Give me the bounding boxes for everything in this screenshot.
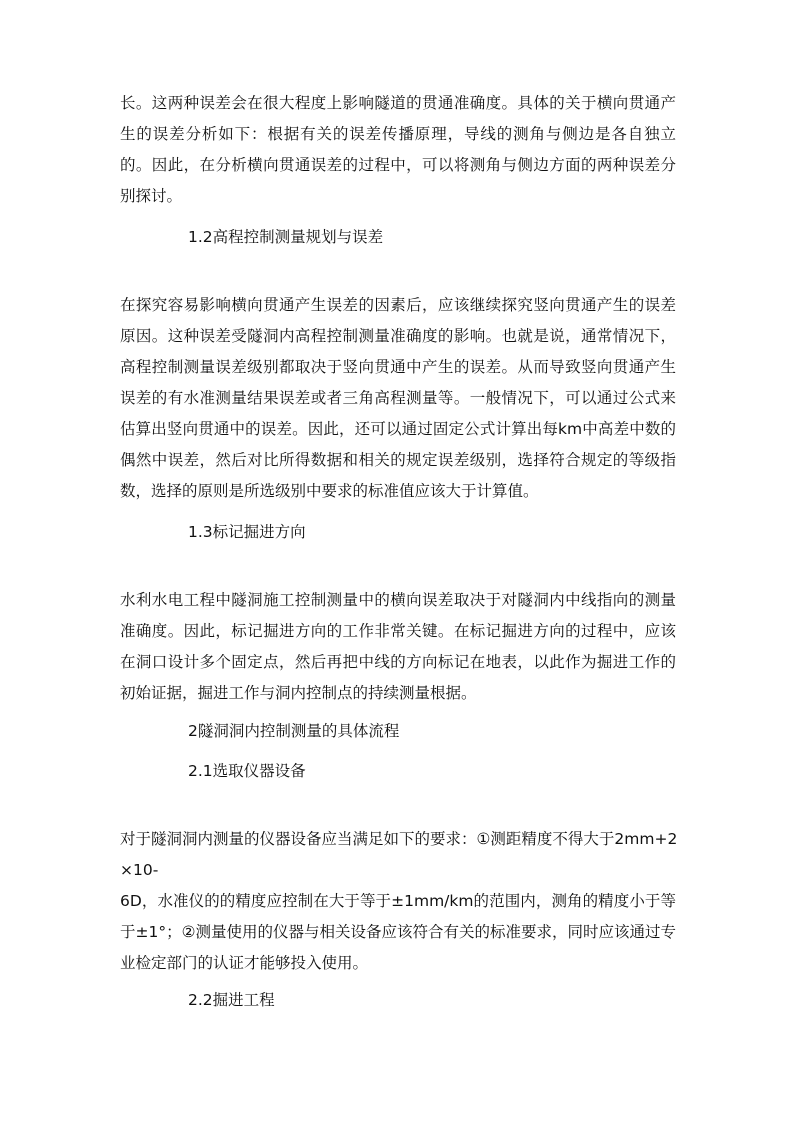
section-heading-1-3: 1.3标记掘进方向 xyxy=(188,523,306,541)
section-heading-2: 2隧洞洞内控制测量的具体流程 xyxy=(188,722,400,740)
section-heading-2-2: 2.2掘进工程 xyxy=(188,991,275,1009)
paragraph-instrument-line1: 对于隧洞洞内测量的仪器设备应当满足如下的要求：①测距精度不得大于2mm+2 xyxy=(120,830,678,848)
paragraph-tunneling-direction: 水利水电工程中隧洞施工控制测量中的横向误差取决于对隧洞内中线指向的测量准确度。因此，标记掘进方向的工作非常关键。在标记掘进方向的过程中，应该在洞口设计多个固定点，然后再把中线的方向标记在地表，以此作为掘进工作的初始证据，掘进工作与洞内控制点的持续测量根据。 xyxy=(120,591,676,702)
paragraph-vertical-error: 在探究容易影响横向贯通产生误差的因素后，应该继续探究竖向贯通产生的误差原因。这种误差受隧洞内高程控制测量准确度的影响。也就是说，通常情况下，高程控制测量误差级别都取决于竖向贯通中产生的误差。从而导致竖向贯通产生误差的有水准测量结果误差或者三角高程测量等。一般情况下，可以通过公式来估算出竖向贯通中的误差。因此，还可以通过固定公式计算出每km中高差中数的偶然中误差，然后对比所得数据和相关的规定误差级别，选择符合规定的等级指数，选择的原则是所选级别中要求的标准值应该大于计算值。 xyxy=(120,296,676,500)
section-heading-2-1: 2.1选取仪器设备 xyxy=(188,762,306,780)
paragraph-instrument-line2: ×10- xyxy=(120,861,159,879)
section-heading-1-2: 1.2高程控制测量规划与误差 xyxy=(188,228,384,246)
paragraph-instrument-requirements: 6D，水准仪的的精度应控制在大于等于±1mm/km的范围内，测角的精度小于等于±1°；②测量使用的仪器与相关设备应该符合有关的标准要求，同时应该通过专业检定部门的认证才能够投入使用。 xyxy=(120,892,676,972)
paragraph-horizontal-error-analysis: 长。这两种误差会在很大程度上影响隧道的贯通准确度。具体的关于横向贯通产生的误差分析如下：根据有关的误差传播原理，导线的测角与侧边是各自独立的。因此，在分析横向贯通误差的过程中，可以将测角与侧边方面的两种误差分别探讨。 xyxy=(120,94,676,205)
